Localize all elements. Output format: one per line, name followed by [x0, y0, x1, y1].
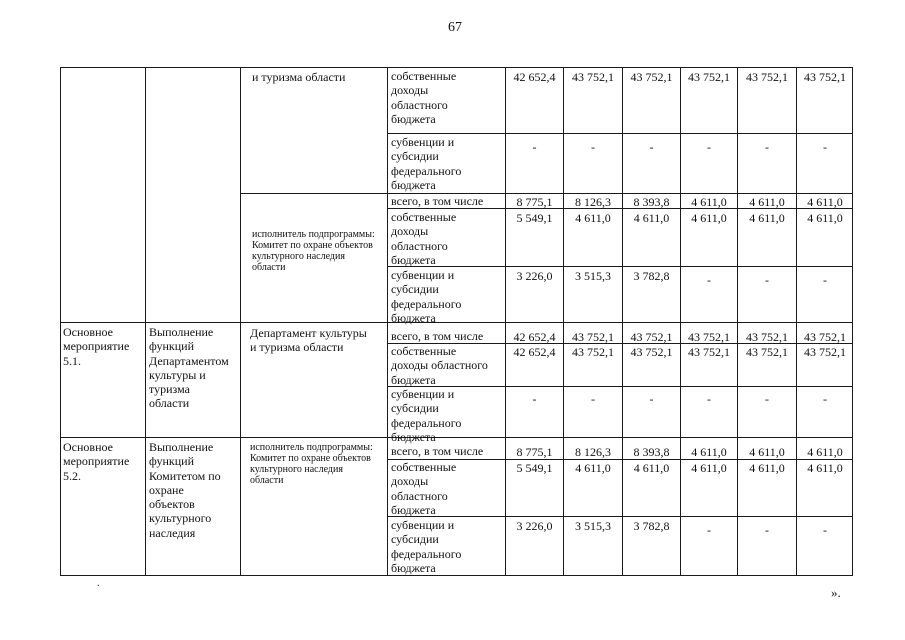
executor-committee-1: исполнитель подпрограммы: Комитет по охране объектов культурного наследия области [252, 229, 375, 273]
executor-top: и туризма области [252, 70, 346, 84]
row-divider [387, 133, 853, 134]
value-cell: 43 752,1 [630, 345, 673, 359]
value-cell: 43 752,1 [804, 70, 846, 84]
value-cell: - [707, 273, 711, 287]
value-cell: 4 611,0 [749, 461, 785, 475]
value-cell: - [765, 523, 769, 537]
value-cell: 43 752,1 [804, 345, 846, 359]
value-cell: 8 393,8 [633, 445, 670, 459]
table-border-left [60, 67, 61, 575]
value-cell: 4 611,0 [807, 195, 843, 209]
value-cell: 4 611,0 [807, 211, 843, 225]
measure-name-5-2: Выполнение функций Комитетом по охране объектов культурного наследия [149, 440, 221, 540]
value-cell: - [532, 392, 537, 406]
value-cell: 4 611,0 [633, 211, 670, 225]
value-cell: - [823, 273, 827, 287]
table-border-top [60, 67, 853, 68]
value-cell: 3 515,3 [575, 519, 611, 533]
value-cell: 4 611,0 [749, 445, 785, 459]
closing-quote-mark: ». [831, 585, 841, 600]
source-cell: субвенции и субсидии федерального бюджета [391, 518, 462, 575]
value-cell: 3 782,8 [633, 269, 670, 283]
value-cell: 4 611,0 [691, 461, 727, 475]
source-cell: всего, в том числе [391, 444, 484, 458]
value-cell: 4 611,0 [575, 461, 611, 475]
value-cell: 4 611,0 [807, 461, 843, 475]
value-cell: - [649, 140, 654, 154]
value-cell: - [707, 392, 711, 406]
value-cell: 4 611,0 [691, 195, 727, 209]
value-cell: - [649, 392, 654, 406]
value-cell: 8 393,8 [633, 195, 670, 209]
executor-committee-2: исполнитель подпрограммы: Комитет по охране объектов культурного наследия области [250, 442, 373, 486]
value-cell: 3 515,3 [575, 269, 611, 283]
value-cell: 43 752,1 [572, 70, 614, 84]
source-cell: субвенции и субсидии федерального бюджета [391, 135, 462, 192]
source-cell: собственные доходы областного бюджета [391, 210, 457, 267]
page-number: 67 [448, 20, 462, 35]
value-cell: 8 775,1 [516, 445, 553, 459]
value-cell: 3 226,0 [516, 519, 553, 533]
source-cell: субвенции и субсидии федерального бюджета [391, 268, 462, 325]
value-cell: 5 549,1 [516, 461, 553, 475]
value-cell: 43 752,1 [688, 345, 730, 359]
value-cell: 4 611,0 [807, 445, 843, 459]
value-cell: - [765, 273, 769, 287]
value-cell: 8 775,1 [516, 195, 553, 209]
value-cell: 43 752,1 [630, 70, 673, 84]
value-cell: - [591, 140, 595, 154]
row-divider [240, 193, 853, 194]
source-cell: всего, в том числе [391, 329, 484, 343]
value-cell: 43 752,1 [746, 345, 788, 359]
value-cell: 4 611,0 [691, 211, 727, 225]
executor-department: Департамент культуры и туризма области [250, 326, 367, 355]
source-cell: собственные доходы областного бюджета [391, 344, 488, 387]
value-cell: - [591, 392, 595, 406]
value-cell: - [532, 140, 537, 154]
value-cell: - [707, 140, 711, 154]
value-cell: 43 752,1 [688, 330, 730, 344]
source-cell: субвенции и субсидии федерального бюджета [391, 387, 462, 444]
value-cell: 43 752,1 [804, 330, 846, 344]
value-cell: 4 611,0 [575, 211, 611, 225]
value-cell: - [765, 140, 769, 154]
measure-label-5-1: Основное мероприятие 5.1. [63, 325, 130, 368]
value-cell: 42 652,4 [513, 70, 556, 84]
source-cell: всего, в том числе [391, 194, 484, 208]
value-cell: - [707, 523, 711, 537]
value-cell: 43 752,1 [572, 330, 614, 344]
column-divider [387, 67, 388, 575]
source-cell: собственные доходы областного бюджета [391, 69, 457, 126]
value-cell: 3 782,8 [633, 519, 670, 533]
value-cell: - [765, 392, 769, 406]
value-cell: 4 611,0 [749, 211, 785, 225]
measure-label-5-2: Основное мероприятие 5.2. [63, 440, 130, 483]
value-cell: 43 752,1 [572, 345, 614, 359]
value-cell: 8 126,3 [575, 445, 611, 459]
value-cell: 4 611,0 [691, 445, 727, 459]
value-cell: 5 549,1 [516, 211, 553, 225]
value-cell: 3 226,0 [516, 269, 553, 283]
value-cell: 43 752,1 [630, 330, 673, 344]
stray-mark: . [97, 578, 100, 589]
column-divider [240, 67, 241, 575]
value-cell: - [823, 523, 827, 537]
value-cell: 43 752,1 [746, 70, 788, 84]
source-cell: собственные доходы областного бюджета [391, 460, 457, 517]
value-cell: 4 611,0 [633, 461, 670, 475]
value-cell: 8 126,3 [575, 195, 611, 209]
column-divider [145, 67, 146, 575]
value-cell: 43 752,1 [746, 330, 788, 344]
value-cell: 4 611,0 [749, 195, 785, 209]
value-cell: 43 752,1 [688, 70, 730, 84]
value-cell: - [823, 392, 827, 406]
value-cell: 42 652,4 [513, 330, 556, 344]
measure-name-5-1: Выполнение функций Департаментом культуры и туризма области [149, 325, 229, 411]
value-cell: 42 652,4 [513, 345, 556, 359]
value-cell: - [823, 140, 827, 154]
